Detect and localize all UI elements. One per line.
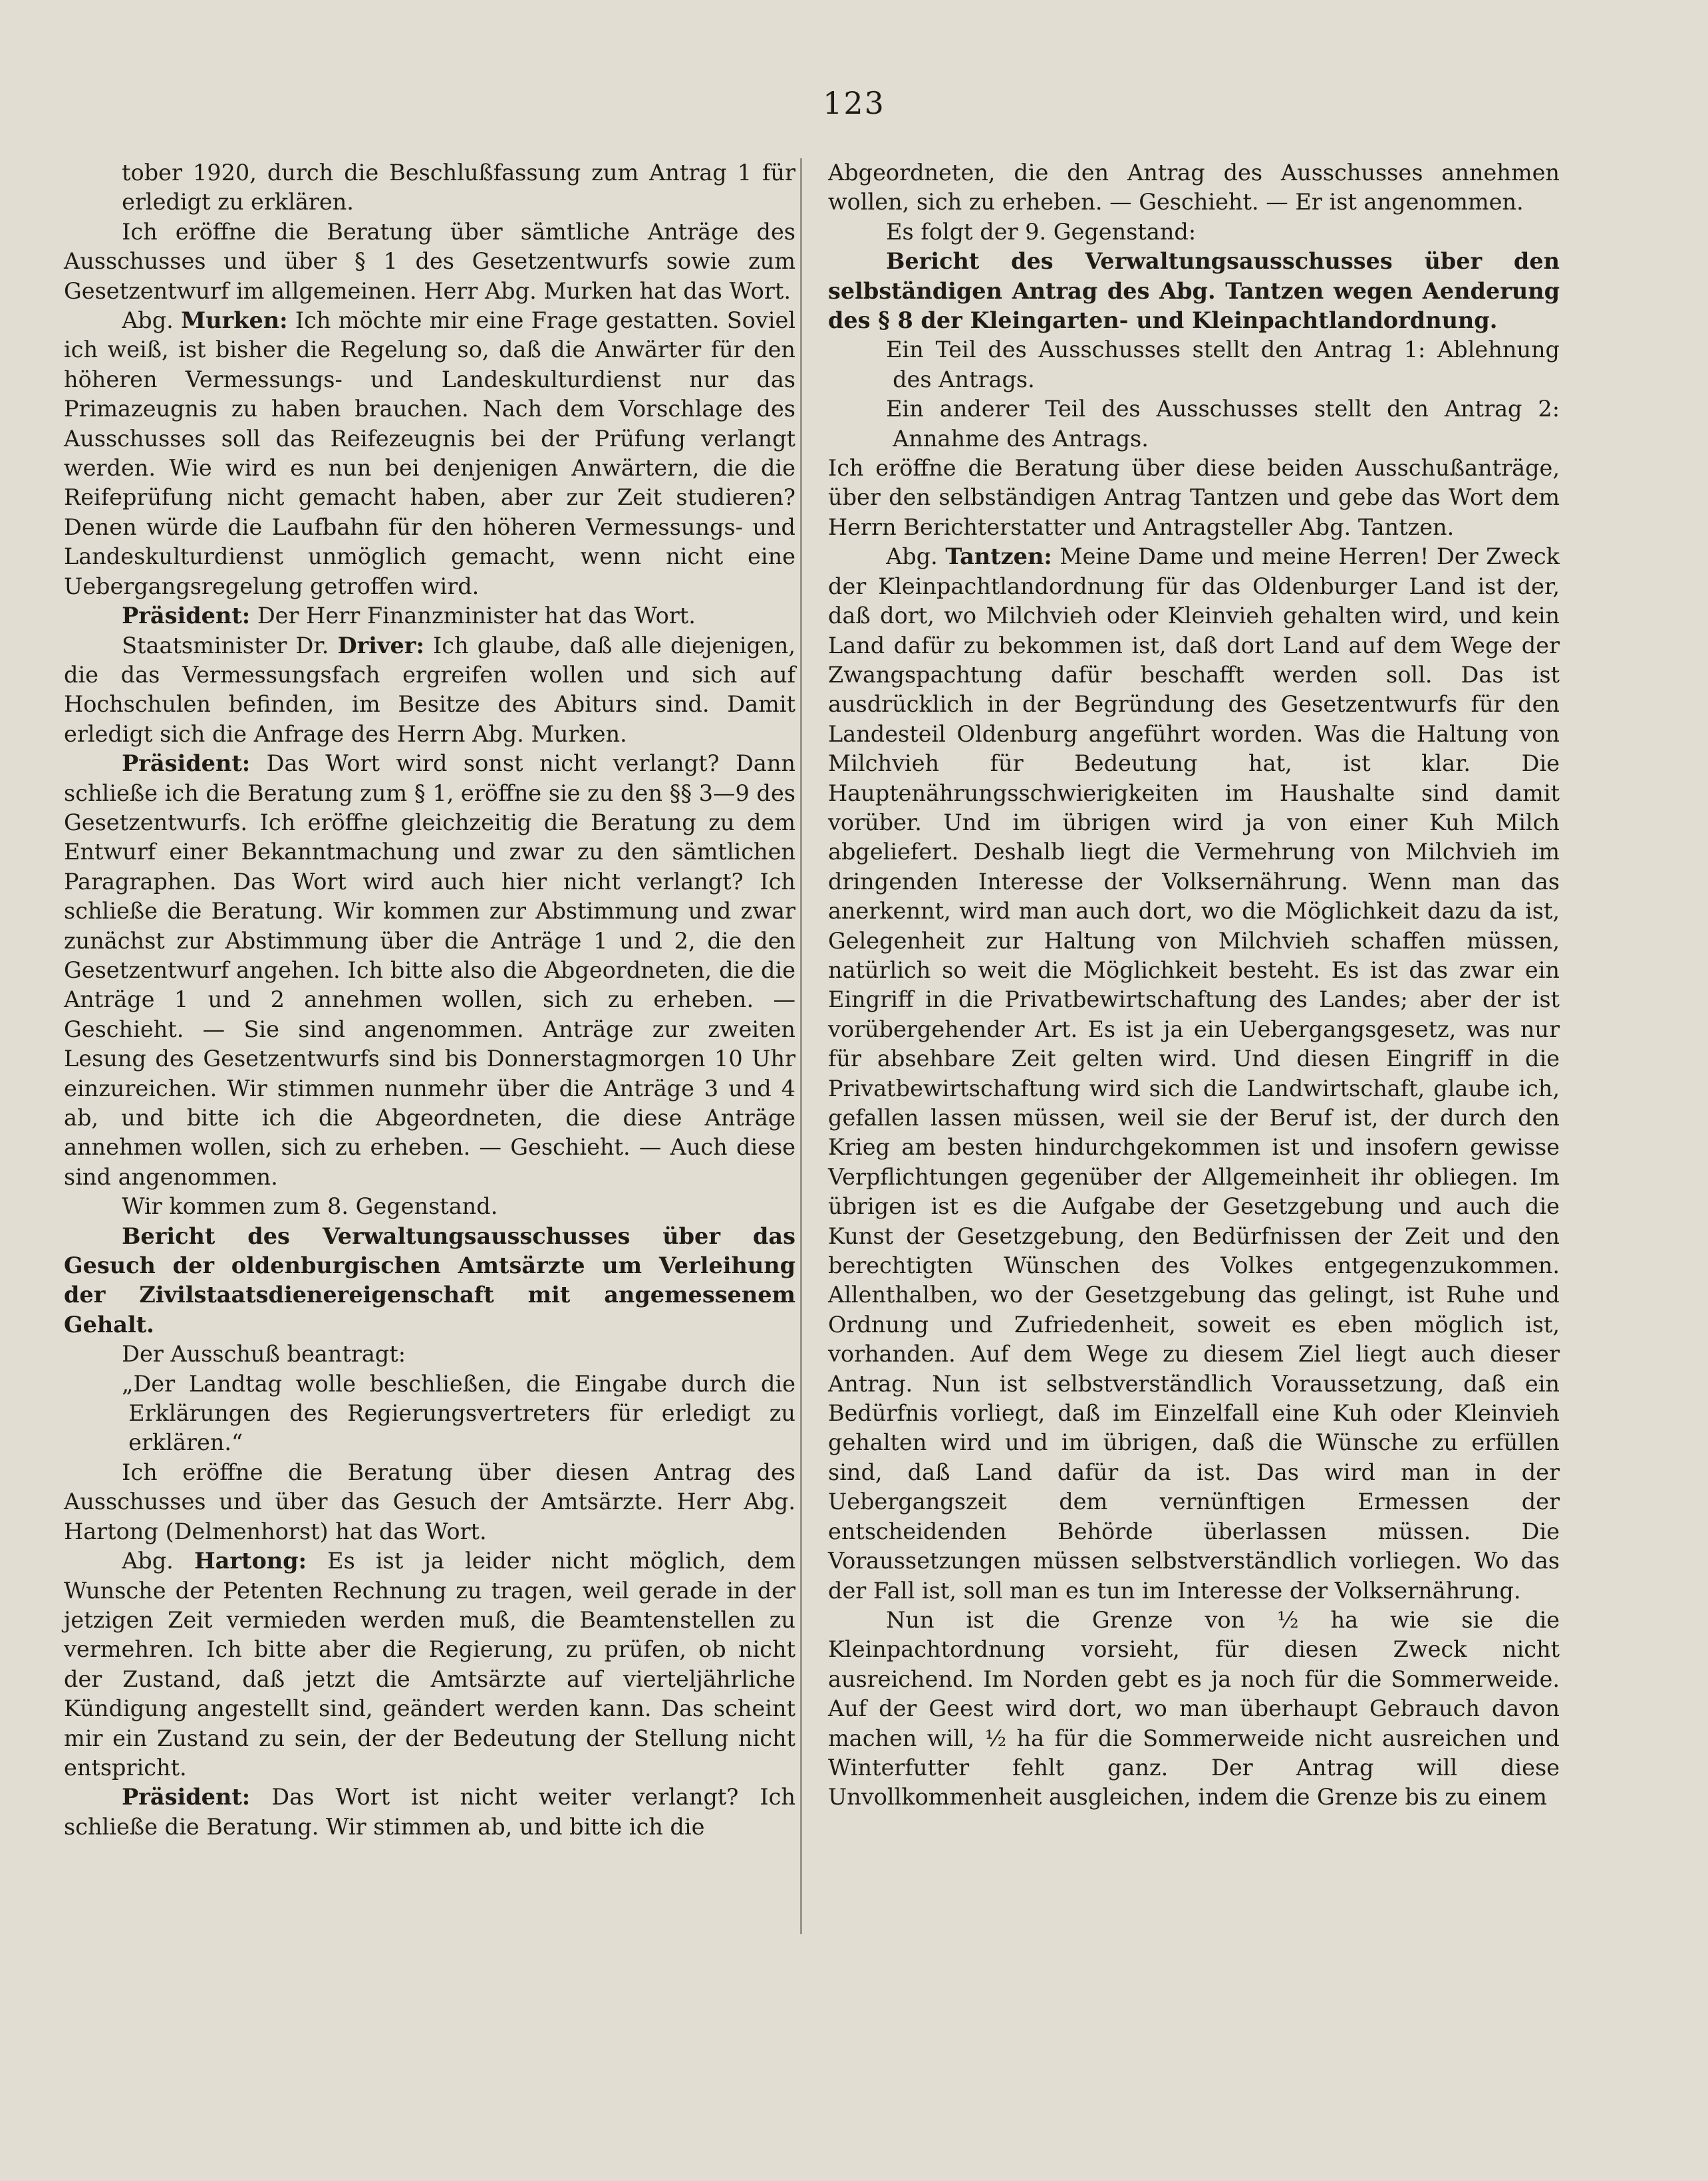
motion-item: Ein Teil des Ausschusses stellt den Antrag 1: Ablehnung des Antrags. [886,337,1560,392]
paragraph: Der Ausschuß beantragt: [122,1341,406,1368]
speech-paragraph [64,601,795,631]
speech-text: Das Wort ist nicht weiter verlangt? Ich schließe die Beratung. Wir stimmen ab, und bitte ich die [64,1784,795,1840]
speaker-name: Präsident: [122,603,251,629]
speech-text: Ich möchte mir eine Frage gestatten. Soviel ich weiß, ist bisher die Regelung so, daß die Anwärter für den höheren Vermessungs- und Landeskulturdienst nur das Primazeugnis zu haben brauchen. Nach dem Vorschlage des Ausschusses soll das Reifezeugnis bei der Prüfung verlangt werden. Wie wird es nun bei denjenigen Anwärtern, die die Reifeprüfung nicht gemacht haben, aber zur Zeit studieren? Denen würde die Laufbahn für den höheren Vermessungs- und Landeskulturdienst unmöglich gemacht, wenn nicht eine Uebergangsregelung getroffen wird. [64,307,795,599]
speech-text: Meine Dame und meine Herren! Der Zweck der Kleinpachtlandordnung für das Oldenburger Land ist der, daß dort, wo Milchvieh oder Kleinvieh gehalten wird, und kein Land dafür zu bekommen ist, daß dort Land auf dem Wege der Zwangspachtung dafür beschafft werden soll. Das ist ausdrücklich in der Begründung des Gesetzentwurfs für den Landesteil Oldenburg angeführt worden. Was die Haltung von Milchvieh für Bedeutung hat, ist klar. Die Hauptenährungsschwierigkeiten im Haushalte sind damit vorüber. Und im übrigen wird ja von einer Kuh Milch abgeliefert. Deshalb liegt die Vermehrung von Milchvieh im dringenden Interesse der Volksernährung. Wenn man das anerkennt, wird man auch dort, wo die Möglichkeit dazu da ist, Gelegenheit zur Haltung von Milchvieh schaffen müssen, natürlich so weit die Möglichkeit besteht. Es ist das zwar ein Eingriff in die Privatbewirtschaftung des Landes; aber der ist vorübergehender Art. Es ist ja ein Uebergangsgesetz, was nur für absehbare Zeit gelten wird. Und diesen Eingriff in die Privatbewirtschaftung wird sich die Landwirtschaft, glaube ich, gefallen lassen müssen, weil sie der Beruf ist, der durch den Krieg am besten hindurchgekommen ist und insofern gewisse Verpflichtungen gegenüber der Allgemeinheit ihr obliegen. Im übrigen ist es die Aufgabe der Gesetzgebung und auch die Kunst der Gesetzgebung, den Bedürfnissen der Zeit und den berechtigten Wünschen des Volkes entgegenzukommen. Allenthalben, wo der Gesetzgebung das gelingt, ist Ruhe und Ordnung und Zufriedenheit, soweit es eben möglich ist, vorhanden. Auf dem Wege zu diesem Ziel liegt auch dieser Antrag. Nun ist selbstverständlich Voraussetzung, daß ein Bedürfnis vorliegt, daß im Einzelfall eine Kuh oder Kleinvieh gehalten wird und im übrigen, daß die Wünsche zu erfüllen sind, daß Land dafür da ist. Das wird man in der Uebergangszeit dem vernünftigen Ermessen der entscheidenden Behörde überlassen müssen. Die Voraussetzungen müssen selbstverständlich vorliegen. Wo das der Fall ist, soll man es tun im Interesse der Volksernährung. [828,543,1560,1604]
speaker-prefix: Staatsminister Dr. [122,632,338,658]
speaker-prefix: Abg. [122,1548,194,1574]
paragraph: Wir kommen zum 8. Gegenstand. [122,1193,498,1220]
paragraph: Abgeordneten, die den Antrag des Ausschusses annehmen wollen, sich zu erheben. — Geschieht. — Er ist angenommen. [828,160,1560,216]
speech-text: Der Herr Finanzminister hat das Wort. [250,603,696,629]
speech-paragraph [64,306,795,601]
speaker-name: Hartong: [194,1548,307,1574]
paragraph: Es folgt der 9. Gegenstand: [886,218,1197,245]
speech-paragraph [64,749,795,1192]
speaker-name: Tantzen: [945,543,1052,570]
speaker-name: Murken: [181,307,288,334]
agenda-heading: Bericht des Verwaltungsausschusses über das Gesuch der oldenburgischen Amtsärzte um Verleihung der Zivilstaatsdienereigenschaft mit angemessenem Gehalt. [64,1223,795,1338]
paragraph: Nun ist die Grenze von ½ ha wie sie die Kleinpachtordnung vorsieht, für diesen Zweck nicht ausreichend. Im Norden gebt es ja noch für die Sommerweide. Auf der Geest wird dort, wo man überhaupt Gebrauch davon machen will, ½ ha für die Sommerweide nicht ausreichen und Winterfutter fehlt ganz. Der Antrag will diese Unvollkommenheit ausgleichen, indem die Grenze bis zu einem [828,1606,1560,1811]
column-divider [800,158,802,1934]
speech-paragraph [64,1783,795,1842]
speaker-prefix: Abg. [122,307,182,334]
speaker-name: Präsident: [122,1784,251,1811]
paragraph: Ich eröffne die Beratung über diese beiden Ausschußanträge, über den selbständigen Antrag Tantzen und gebe das Wort dem Herrn Berichterstatter und Antragsteller Abg. Tantzen. [828,455,1560,540]
speech-paragraph [828,542,1560,1606]
speaker-name: Driver: [337,632,424,658]
left-column [64,158,795,1842]
agenda-heading: Bericht des Verwaltungsausschusses über den selbständigen Antrag des Abg. Tantzen wegen Aenderung des § 8 der Kleingarten- und Kleinpachtlandordnung. [828,248,1560,334]
paragraph: tober 1920, durch die Beschlußfassung zum Antrag 1 für erledigt zu erklären. [122,160,795,216]
speech-paragraph [64,1546,795,1783]
motion-item: Ein anderer Teil des Ausschusses stellt den Antrag 2: Annahme des Antrags. [886,396,1560,452]
paragraph: Ich eröffne die Beratung über sämtliche Anträge des Ausschusses und über § 1 des Gesetzentwurfs sowie zum Gesetzentwurf im allgemeinen. Herr Abg. Murken hat das Wort. [64,218,795,304]
speaker-prefix: Abg. [886,543,946,570]
speech-text: Es ist ja leider nicht möglich, dem Wunsche der Petenten Rechnung zu tragen, weil gerade in der jetzigen Zeit vermieden werden muß, die Beamtenstellen zu vermehren. Ich bitte aber die Regierung, zu prüfen, ob nicht der Zustand, daß jetzt die Amtsärzte auf vierteljährliche Kündigung angestellt sind, geändert werden kann. Das scheint mir ein Zustand zu sein, der der Bedeutung der Stellung nicht entspricht. [64,1548,795,1781]
speech-text: Ich glaube, daß alle diejenigen, die das Vermessungsfach ergreifen wollen und sich auf Hochschulen befinden, im Besitze des Abiturs sind. Damit erledigt sich die Anfrage des Herrn Abg. Murken. [64,632,795,747]
motion-quote: „Der Landtag wolle beschließen, die Eingabe durch die Erklärungen des Regierungsvertreters für erledigt zu erklären.“ [122,1370,795,1456]
speaker-name: Präsident: [122,750,251,777]
speech-paragraph [64,631,795,750]
right-column [828,158,1560,1813]
paragraph: Ich eröffne die Beratung über diesen Antrag des Ausschusses und über das Gesuch der Amtsärzte. Herr Abg. Hartong (Delmenhorst) hat das Wort. [64,1459,795,1544]
speech-text: Das Wort wird sonst nicht verlangt? Dann schließe ich die Beratung zum § 1, eröffne sie zu den §§ 3—9 des Gesetzentwurfs. Ich eröffne gleichzeitig die Beratung zu dem Entwurf einer Bekanntmachung und zwar zu den sämtlichen Paragraphen. Das Wort wird auch hier nicht verlangt? Ich schließe die Beratung. Wir kommen zur Abstimmung und zwar zunächst zur Abstimmung über die Anträge 1 und 2, die den Gesetzentwurf angehen. Ich bitte also die Abgeordneten, die die Anträge 1 und 2 annehmen wollen, sich zu erheben. — Geschieht. — Sie sind angenommen. Anträge zur zweiten Lesung des Gesetzentwurfs sind bis Donnerstagmorgen 10 Uhr einzureichen. Wir stimmen nunmehr über die Anträge 3 und 4 ab, und bitte ich die Abgeordneten, die diese Anträge annehmen wollen, sich zu erheben. — Geschieht. — Auch diese sind angenommen. [64,750,795,1190]
page-number: 123 [823,85,885,121]
